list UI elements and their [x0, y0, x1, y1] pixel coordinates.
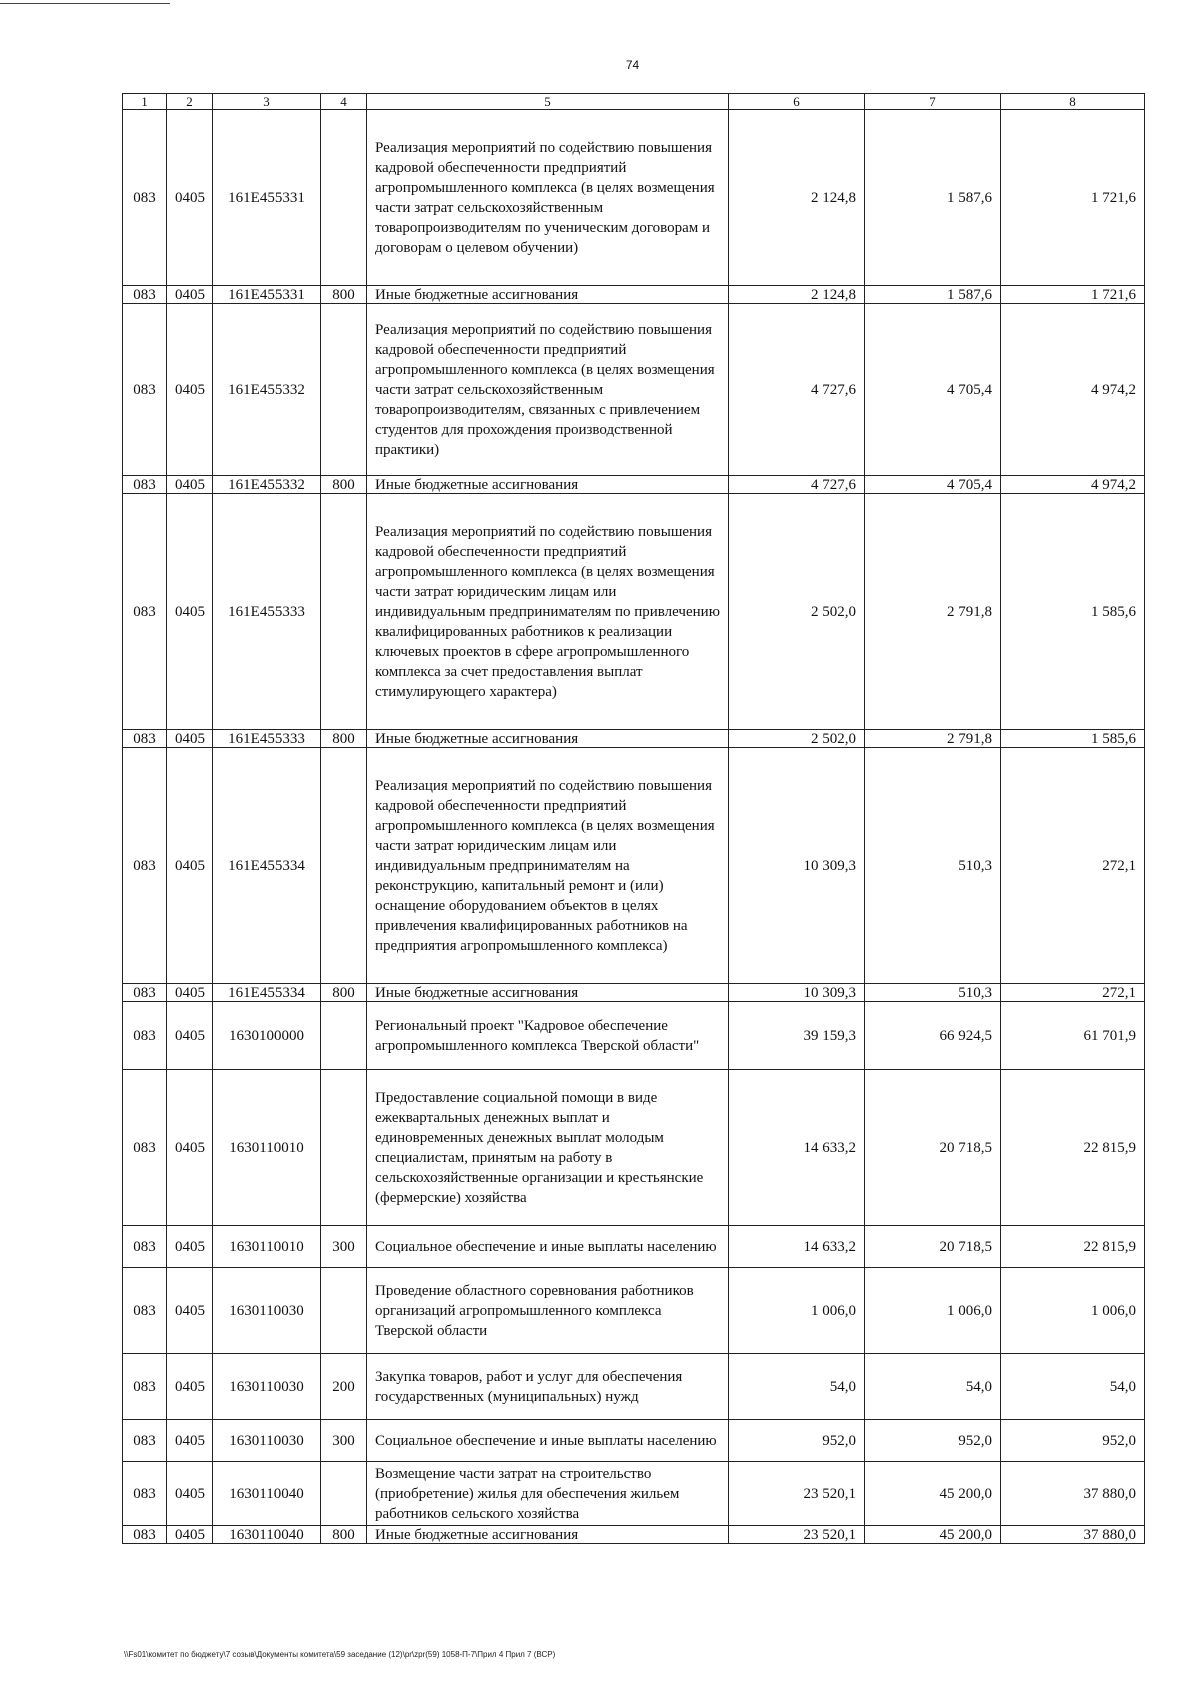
cell-amount-6: 23 520,1	[729, 1526, 865, 1544]
column-number: 1	[123, 94, 167, 110]
table-row	[123, 1354, 1145, 1420]
cell-amount-7: 20 718,5	[865, 1226, 1001, 1268]
cell-code: 083	[123, 494, 167, 730]
cell-name: Иные бюджетные ассигнования	[367, 286, 729, 304]
cell-target-article: 1630110030	[213, 1268, 321, 1354]
table-row	[123, 286, 1145, 304]
cell-section: 0405	[167, 1526, 213, 1544]
table-row	[123, 748, 1145, 984]
cell-code: 083	[123, 1070, 167, 1226]
cell-amount-8: 22 815,9	[1001, 1226, 1145, 1268]
cell-amount-6: 10 309,3	[729, 748, 865, 984]
cell-amount-6: 23 520,1	[729, 1462, 865, 1526]
cell-target-article: 161E455332	[213, 476, 321, 494]
column-number: 7	[865, 94, 1001, 110]
table-row	[123, 1420, 1145, 1462]
cell-amount-6: 54,0	[729, 1354, 865, 1420]
cell-section: 0405	[167, 730, 213, 748]
cell-amount-8: 37 880,0	[1001, 1526, 1145, 1544]
cell-code: 083	[123, 1462, 167, 1526]
table-row	[123, 730, 1145, 748]
cell-code: 083	[123, 730, 167, 748]
cell-code: 083	[123, 1420, 167, 1462]
cell-target-article: 1630110010	[213, 1070, 321, 1226]
column-number: 4	[321, 94, 367, 110]
cell-amount-6: 14 633,2	[729, 1070, 865, 1226]
cell-amount-7: 510,3	[865, 984, 1001, 1002]
cell-expense-type: 800	[321, 1526, 367, 1544]
cell-amount-8: 1 721,6	[1001, 110, 1145, 286]
cell-section: 0405	[167, 286, 213, 304]
cell-amount-7: 4 705,4	[865, 304, 1001, 476]
cell-target-article: 161E455334	[213, 984, 321, 1002]
cell-amount-8: 1 006,0	[1001, 1268, 1145, 1354]
cell-code: 083	[123, 984, 167, 1002]
cell-amount-6: 4 727,6	[729, 304, 865, 476]
cell-amount-8: 37 880,0	[1001, 1462, 1145, 1526]
cell-amount-6: 952,0	[729, 1420, 865, 1462]
cell-amount-7: 1 006,0	[865, 1268, 1001, 1354]
column-number: 3	[213, 94, 321, 110]
cell-code: 083	[123, 1354, 167, 1420]
cell-name: Иные бюджетные ассигнования	[367, 1526, 729, 1544]
cell-code: 083	[123, 1002, 167, 1070]
page-number: 74	[625, 58, 640, 72]
budget-table	[122, 93, 1145, 1544]
cell-target-article: 161E455331	[213, 110, 321, 286]
cell-amount-7: 45 200,0	[865, 1462, 1001, 1526]
cell-section: 0405	[167, 984, 213, 1002]
cell-section: 0405	[167, 304, 213, 476]
cell-amount-8: 61 701,9	[1001, 1002, 1145, 1070]
table-row	[123, 110, 1145, 286]
cell-amount-8: 1 721,6	[1001, 286, 1145, 304]
cell-name: Социальное обеспечение и иные выплаты населению	[367, 1420, 729, 1462]
cell-name: Иные бюджетные ассигнования	[367, 476, 729, 494]
cell-amount-8: 1 585,6	[1001, 730, 1145, 748]
cell-expense-type: 200	[321, 1354, 367, 1420]
cell-expense-type: 800	[321, 730, 367, 748]
table-row	[123, 984, 1145, 1002]
cell-code: 083	[123, 1268, 167, 1354]
cell-section: 0405	[167, 476, 213, 494]
table-row	[123, 1462, 1145, 1526]
table-row	[123, 1526, 1145, 1544]
cell-name: Региональный проект "Кадровое обеспечение агропромышленного комплекса Тверской области"	[367, 1002, 729, 1070]
cell-section: 0405	[167, 494, 213, 730]
cell-amount-8: 4 974,2	[1001, 476, 1145, 494]
cell-name: Реализация мероприятий по содействию повышения кадровой обеспеченности предприятий агропромышленного комплекса (в целях возмещения части затрат юридическим лицам или индивидуальным предпринимателям по привлечению квалифицированных работников к реализации ключевых проектов в сфере агропромышленного комплекса за счет предоставления выплат стимулирующего характера)	[367, 494, 729, 730]
cell-target-article: 161E455333	[213, 494, 321, 730]
cell-name: Предоставление социальной помощи в виде ежеквартальных денежных выплат и единовременных денежных выплат молодым специалистам, принятым на работу в сельскохозяйственные организации и крестьянские (фермерские) хозяйства	[367, 1070, 729, 1226]
cell-section: 0405	[167, 1420, 213, 1462]
cell-code: 083	[123, 1526, 167, 1544]
cell-target-article: 161E455332	[213, 304, 321, 476]
cell-amount-7: 54,0	[865, 1354, 1001, 1420]
top-rule	[0, 3, 170, 4]
cell-code: 083	[123, 748, 167, 984]
cell-name: Возмещение части затрат на строительство (приобретение) жилья для обеспечения жильем работников сельского хозяйства	[367, 1462, 729, 1526]
cell-section: 0405	[167, 1226, 213, 1268]
cell-amount-7: 66 924,5	[865, 1002, 1001, 1070]
cell-name: Реализация мероприятий по содействию повышения кадровой обеспеченности предприятий агропромышленного комплекса (в целях возмещения части затрат юридическим лицам или индивидуальным предпринимателям на реконструкцию, капитальный ремонт и (или) оснащение оборудованием объектов в целях привлечения квалифицированных работников на предприятия агропромышленного комплекса)	[367, 748, 729, 984]
column-number: 8	[1001, 94, 1145, 110]
table-row	[123, 494, 1145, 730]
cell-name: Иные бюджетные ассигнования	[367, 984, 729, 1002]
cell-code: 083	[123, 110, 167, 286]
cell-amount-7: 45 200,0	[865, 1526, 1001, 1544]
column-number: 6	[729, 94, 865, 110]
cell-amount-8: 1 585,6	[1001, 494, 1145, 730]
cell-target-article: 161E455333	[213, 730, 321, 748]
cell-expense-type	[321, 304, 367, 476]
cell-code: 083	[123, 304, 167, 476]
cell-code: 083	[123, 476, 167, 494]
cell-target-article: 1630110030	[213, 1354, 321, 1420]
cell-expense-type	[321, 1462, 367, 1526]
cell-name: Закупка товаров, работ и услуг для обеспечения государственных (муниципальных) нужд	[367, 1354, 729, 1420]
cell-target-article: 1630110040	[213, 1526, 321, 1544]
cell-expense-type	[321, 110, 367, 286]
cell-amount-6: 2 124,8	[729, 110, 865, 286]
column-number: 2	[167, 94, 213, 110]
cell-target-article: 1630100000	[213, 1002, 321, 1070]
cell-section: 0405	[167, 1002, 213, 1070]
cell-amount-8: 272,1	[1001, 984, 1145, 1002]
cell-amount-7: 2 791,8	[865, 494, 1001, 730]
column-number-row	[123, 94, 1145, 110]
cell-amount-6: 39 159,3	[729, 1002, 865, 1070]
cell-expense-type: 300	[321, 1226, 367, 1268]
cell-section: 0405	[167, 1268, 213, 1354]
cell-target-article: 1630110030	[213, 1420, 321, 1462]
cell-name: Социальное обеспечение и иные выплаты населению	[367, 1226, 729, 1268]
cell-amount-7: 20 718,5	[865, 1070, 1001, 1226]
cell-code: 083	[123, 1226, 167, 1268]
column-number: 5	[367, 94, 729, 110]
cell-code: 083	[123, 286, 167, 304]
cell-expense-type: 800	[321, 476, 367, 494]
cell-amount-8: 22 815,9	[1001, 1070, 1145, 1226]
cell-amount-6: 2 502,0	[729, 494, 865, 730]
table-row	[123, 1226, 1145, 1268]
cell-amount-7: 952,0	[865, 1420, 1001, 1462]
cell-amount-6: 4 727,6	[729, 476, 865, 494]
cell-section: 0405	[167, 1462, 213, 1526]
cell-expense-type: 800	[321, 286, 367, 304]
cell-amount-8: 4 974,2	[1001, 304, 1145, 476]
cell-amount-6: 2 124,8	[729, 286, 865, 304]
table-row	[123, 1070, 1145, 1226]
cell-amount-6: 14 633,2	[729, 1226, 865, 1268]
cell-target-article: 1630110010	[213, 1226, 321, 1268]
cell-amount-7: 2 791,8	[865, 730, 1001, 748]
cell-section: 0405	[167, 1070, 213, 1226]
table-row	[123, 304, 1145, 476]
cell-section: 0405	[167, 110, 213, 286]
cell-expense-type	[321, 1070, 367, 1226]
cell-amount-8: 54,0	[1001, 1354, 1145, 1420]
footer-file-path: \\Fs01\комитет по бюджету\7 созыв\Документы комитета\59 заседание (12)\pr\zpr(59) 1058-П-7\Прил 4 Прил 7 (ВСР)	[124, 1650, 556, 1659]
cell-name: Реализация мероприятий по содействию повышения кадровой обеспеченности предприятий агропромышленного комплекса (в целях возмещения части затрат сельскохозяйственным товаропроизводителям, связанных с привлечением студентов для прохождения производственной практики)	[367, 304, 729, 476]
cell-name: Проведение областного соревнования работников организаций агропромышленного комплекса Тверской области	[367, 1268, 729, 1354]
cell-target-article: 161E455331	[213, 286, 321, 304]
cell-target-article: 1630110040	[213, 1462, 321, 1526]
cell-expense-type	[321, 748, 367, 984]
cell-amount-7: 4 705,4	[865, 476, 1001, 494]
cell-expense-type: 800	[321, 984, 367, 1002]
cell-amount-6: 2 502,0	[729, 730, 865, 748]
cell-expense-type	[321, 1268, 367, 1354]
cell-section: 0405	[167, 748, 213, 984]
cell-name: Реализация мероприятий по содействию повышения кадровой обеспеченности предприятий агропромышленного комплекса (в целях возмещения части затрат сельскохозяйственным товаропроизводителям по ученическим договорам и договорам о целевом обучении)	[367, 110, 729, 286]
cell-expense-type	[321, 494, 367, 730]
table-row	[123, 1002, 1145, 1070]
cell-expense-type	[321, 1002, 367, 1070]
cell-expense-type: 300	[321, 1420, 367, 1462]
cell-amount-7: 510,3	[865, 748, 1001, 984]
table-row	[123, 476, 1145, 494]
table-row	[123, 1268, 1145, 1354]
cell-target-article: 161E455334	[213, 748, 321, 984]
cell-name: Иные бюджетные ассигнования	[367, 730, 729, 748]
cell-amount-8: 272,1	[1001, 748, 1145, 984]
cell-amount-7: 1 587,6	[865, 110, 1001, 286]
cell-amount-7: 1 587,6	[865, 286, 1001, 304]
cell-amount-6: 10 309,3	[729, 984, 865, 1002]
cell-amount-8: 952,0	[1001, 1420, 1145, 1462]
cell-section: 0405	[167, 1354, 213, 1420]
cell-amount-6: 1 006,0	[729, 1268, 865, 1354]
